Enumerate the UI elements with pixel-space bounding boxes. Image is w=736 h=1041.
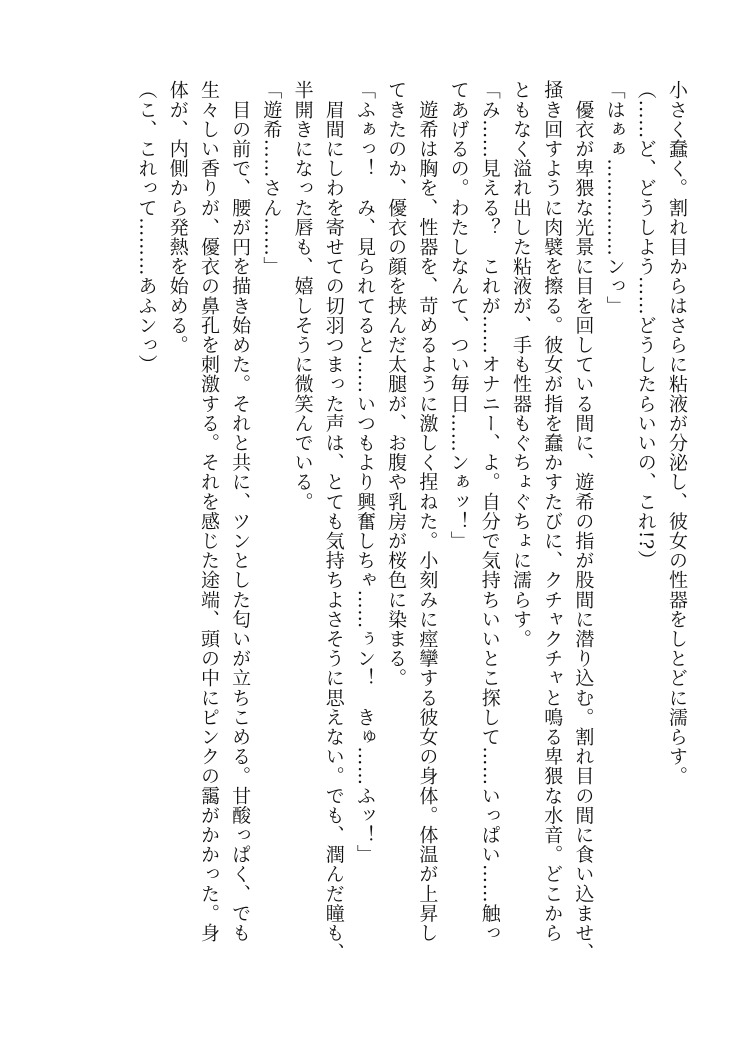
text-line: 「ふぁっ！ み、見られてると……いつもより興奮しちゃ……ぅン！ きゅ……ふッ！」 (353, 80, 376, 864)
text-line: 「遊希……さん……」 (260, 80, 283, 276)
text-line: 目の前で、腰が円を描き始めた。それと共に、ツンとした匂いが立ちこめる。甘酸っぱく、でも (229, 80, 252, 943)
text-line: てあげるの。わたしなんて、つい毎日……ンぁッ！」 (447, 80, 470, 551)
text-line: （こ、これって………あふンっ） (135, 80, 158, 374)
text-line: 掻き回すように肉襞を擦る。彼女が指を蠢かすたびに、クチャクチャと鳴る卑猥な水音。どこから (541, 80, 564, 943)
text-line: 生々しい香りが、優衣の鼻孔を刺激する。それを感じた途端、頭の中にピンクの靄がかかった。身 (197, 80, 220, 943)
text-line: ともなく溢れ出した粘液が、手も性器もぐちょぐちょに濡らす。 (509, 80, 532, 649)
text-line: （……ど、どうしよう……どうしたらいいの、これ!?） (634, 80, 657, 570)
text-line: 体が、内側から発熱を始める。 (166, 80, 189, 355)
text-line: 眉間にしわを寄せての切羽つまった声は、とても気持ちよさそうに思えない。でも、潤んだ瞳も、 (322, 80, 345, 962)
vertical-text-body (44, 80, 692, 980)
text-line: 「み……見える？ これが……オナニー、よ。自分で気持ちいいとこ探して……いっぱい……触っ (478, 80, 501, 943)
text-line: 「はぁぁ……………ンっ」 (603, 80, 626, 316)
text-line: 優衣が卑猥な光景に目を回している間に、遊希の指が股間に潜り込む。割れ目の間に食い込ませ、 (572, 80, 595, 962)
text-line: てきたのか、優衣の顔を挟んだ太腿が、お腹や乳房が桜色に染まる。 (385, 80, 408, 688)
text-line: 小さく蠢く。割れ目からはさらに粘液が分泌し、彼女の性器をしとどに濡らす。 (666, 80, 688, 786)
text-line: 半開きになった唇も、嬉しそうに微笑んでいる。 (291, 80, 314, 512)
text-line: 遊希は胸を、性器を、苛めるように激しく捏ねた。小刻みに痙攣する彼女の身体。体温が上昇し (416, 80, 439, 943)
